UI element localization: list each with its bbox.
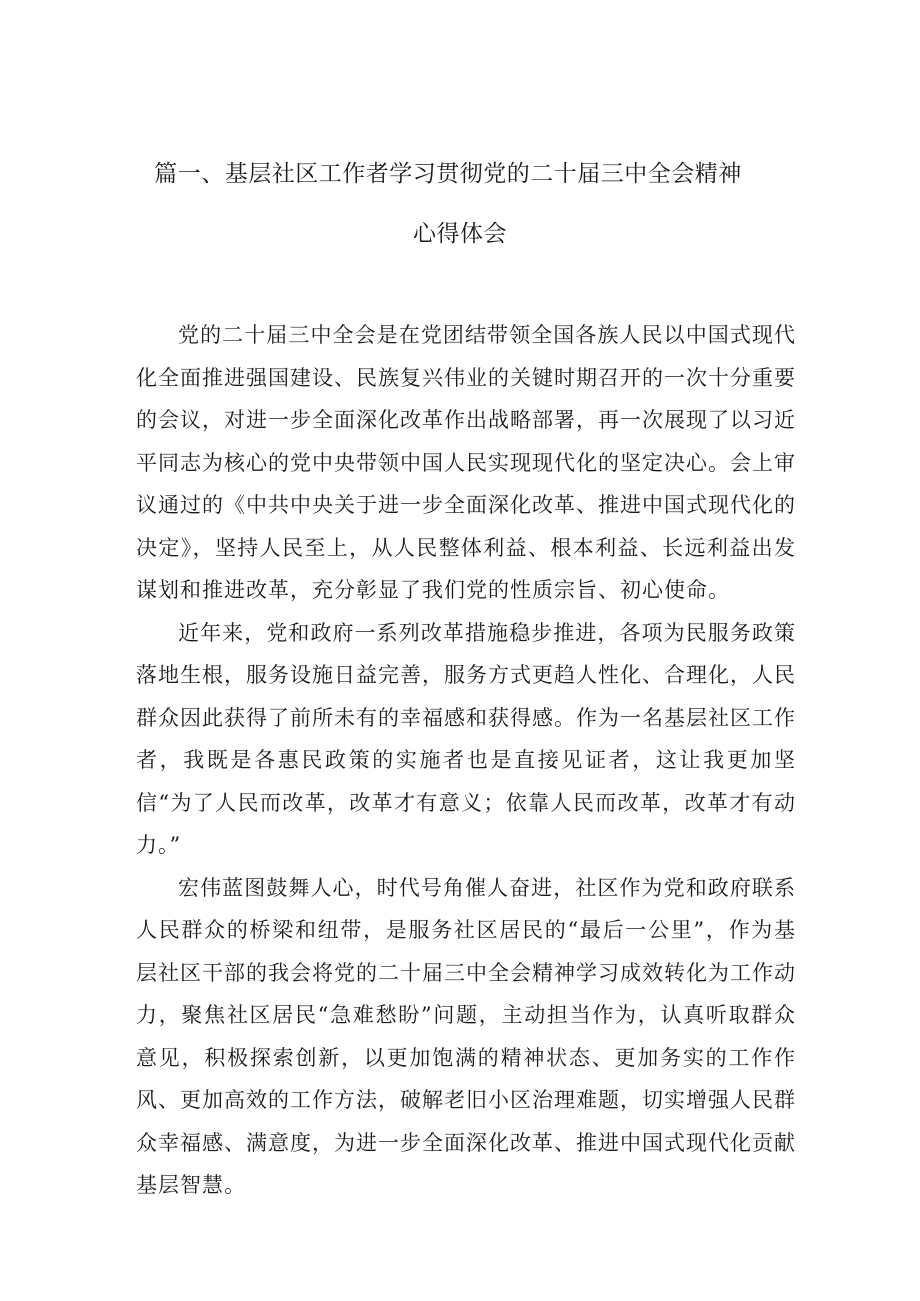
- paragraph-3: 宏伟蓝图鼓舞人心，时代号角催人奋进，社区作为党和政府联系人民群众的桥梁和纽带，是服务社区居民的“最后一公里”，作为基层社区干部的我会将党的二十届三中全会精神学习成效转化为工作动力，聚焦社区居民“急难愁盼”问题，主动担当作为，认真听取群众意见，积极探索创新，以更加饱满的精神状态、更加务实的工作作风、更加高效的工作方法，破解老旧小区治理难题，切实增强人民群众幸福感、满意度，为进一步全面深化改革、推进中国式现代化贡献基层智慧。: [136, 875, 796, 1197]
- document-title-line-2: 心得体会: [413, 221, 507, 247]
- paragraph-2: 近年来，党和政府一系列改革措施稳步推进，各项为民服务政策落地生根，服务设施日益完善，服务方式更趋人性化、合理化，人民群众因此获得了前所未有的幸福感和获得感。作为一名基层社区工作者，我既是各惠民政策的实施者也是直接见证者，这让我更加坚信“为了人民而改革，改革才有意义；依靠人民而改革，改革才有动力。”: [136, 620, 796, 857]
- paragraph-1: 党的二十届三中全会是在党团结带领全国各族人民以中国式现代化全面推进强国建设、民族复兴伟业的关键时期召开的一次十分重要的会议，对进一步全面深化改革作出战略部署，再一次展现了以习近平同志为核心的党中央带领中国人民实现现代化的坚定决心。会上审议通过的《中共中央关于进一步全面深化改革、推进中国式现代化的决定》，坚持人民至上，从人民整体利益、根本利益、长远利益出发谋划和推进改革，充分彰显了我们党的性质宗旨、初心使命。: [136, 323, 796, 602]
- document-title-line-1: 篇一、基层社区工作者学习贯彻党的二十届三中全会精神: [154, 161, 742, 187]
- document-body: [136, 314, 796, 1207]
